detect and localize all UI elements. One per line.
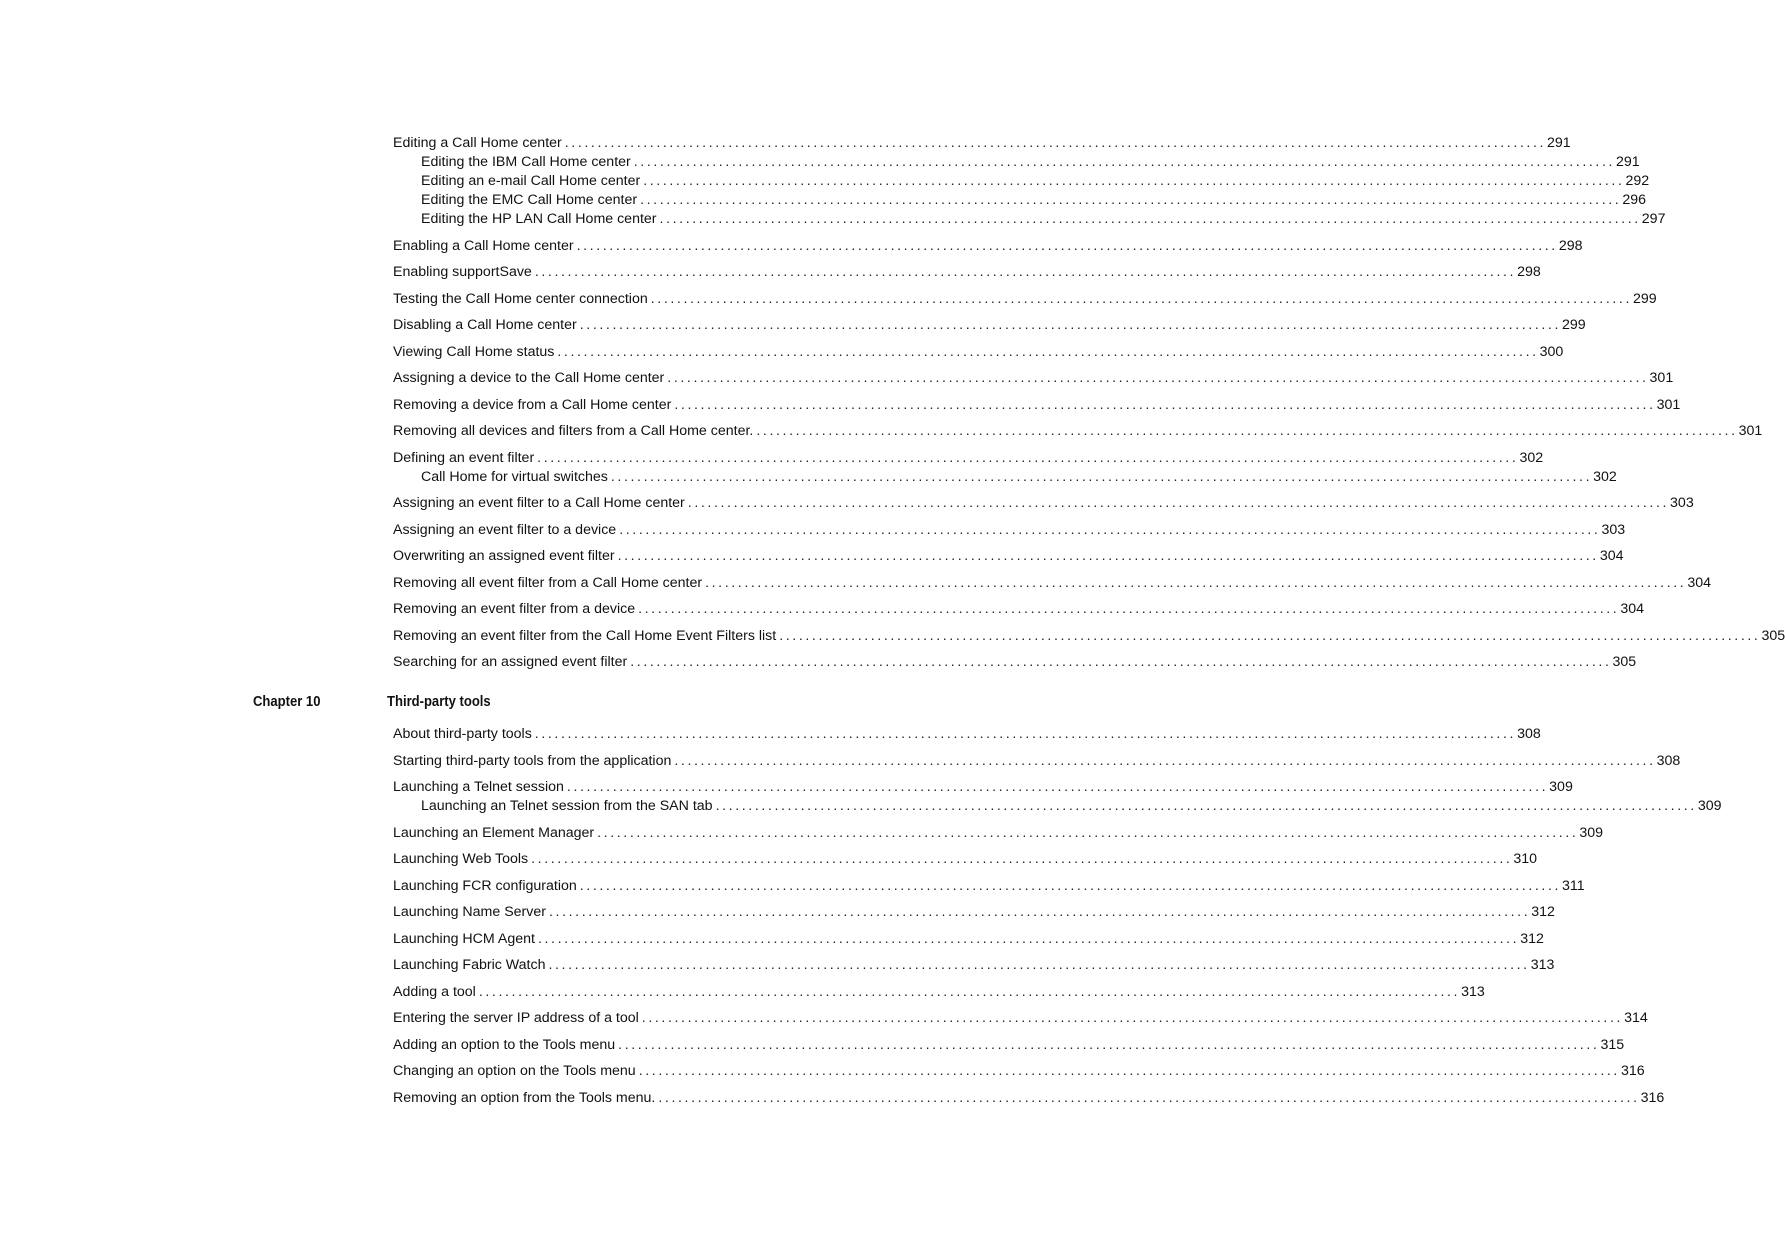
toc-entry[interactable] (393, 983, 1485, 1002)
toc-entry-title: Searching for an assigned event filter (393, 654, 628, 670)
toc-entry-page: 301 (1656, 396, 1681, 413)
toc-entry-title: About third-party tools (393, 726, 532, 742)
toc-entry[interactable] (393, 1036, 1625, 1055)
toc-dot-leader: ...................................................................................................................................................... (640, 192, 1622, 208)
toc-dot-leader: ...................................................................................................................................................... (705, 574, 1687, 591)
toc-entry-page: 316 (1640, 1089, 1665, 1106)
toc-dot-leader: ...................................................................................................................................................... (537, 449, 1519, 466)
toc-entry-page: 313 (1461, 983, 1485, 1000)
toc-dot-leader: ...................................................................................................................................................... (638, 1063, 1620, 1079)
toc-dot-leader: ...................................................................................................................................................... (566, 779, 1549, 795)
toc-dot-leader: ...................................................................................................................................................... (549, 904, 1531, 920)
toc-entry[interactable] (393, 653, 1637, 672)
toc-entry-title: Launching an Telnet session from the SAN tab (421, 798, 713, 814)
toc-entry-title: Editing the EMC Call Home center (421, 192, 638, 208)
toc-entry-title: Removing a device from a Call Home center (393, 396, 672, 413)
toc-dot-leader: ...................................................................................................................................................... (650, 290, 1632, 307)
toc-entry[interactable] (393, 396, 1681, 415)
toc-dot-leader: ...................................................................................................................................................... (715, 798, 1697, 814)
toc-entry-page: 316 (1620, 1063, 1645, 1079)
toc-entry-title: Assigning an event filter to a Call Home center (393, 495, 685, 511)
toc-entry-title: Removing all event filter from a Call Home center (393, 574, 703, 591)
toc-entry-page: 298 (1558, 237, 1583, 254)
toc-entry-title: Assigning a device to the Call Home center (393, 370, 665, 386)
chapter-title: Third-party tools (387, 694, 491, 710)
toc-entry[interactable] (393, 1009, 1648, 1028)
toc-dot-leader: ...................................................................................................................................................... (610, 468, 1593, 485)
toc-entry-title: Entering the server IP address of a tool (393, 1010, 639, 1026)
toc-dot-leader: ...................................................................................................................................................... (534, 264, 1517, 280)
toc-dot-leader: ...................................................................................................................................................... (638, 601, 1620, 617)
toc-dot-leader: ...................................................................................................................................................... (658, 1089, 1640, 1106)
toc-entry[interactable] (393, 850, 1538, 869)
toc-subentry[interactable] (393, 210, 1666, 229)
toc-entry[interactable] (393, 752, 1681, 771)
toc-entry-page: 299 (1633, 290, 1657, 307)
toc-entry[interactable] (393, 824, 1604, 843)
toc-entry[interactable] (393, 778, 1573, 797)
toc-entry-title: Launching Name Server (393, 904, 546, 920)
toc-entry-page: 296 (1622, 192, 1646, 208)
toc-entry[interactable] (393, 237, 1583, 256)
toc-entry-title: Removing an event filter from a device (393, 601, 636, 617)
toc-entry-page: 314 (1624, 1010, 1648, 1026)
toc-entry-title: Editing an e-mail Call Home center (421, 173, 641, 189)
toc-entry-page: 310 (1513, 851, 1538, 867)
toc-dot-leader: ...................................................................................................................................................... (687, 495, 1670, 511)
toc-entry[interactable] (393, 1089, 1665, 1108)
toc-entry[interactable] (393, 547, 1624, 566)
toc-entry-title: Removing an option from the Tools menu. (393, 1089, 656, 1106)
toc-entry-page: 305 (1761, 627, 1785, 644)
toc-entry-page: 291 (1547, 135, 1571, 151)
toc-entry[interactable] (393, 290, 1657, 309)
toc-dot-leader: ...................................................................................................................................................... (659, 211, 1641, 227)
toc-entry-title: Enabling a Call Home center (393, 237, 574, 254)
toc-entry[interactable] (393, 903, 1555, 922)
toc-entry-page: 292 (1625, 173, 1650, 189)
toc-entry-title: Assigning an event filter to a device (393, 521, 617, 538)
toc-entry-title: Overwriting an assigned event filter (393, 548, 615, 564)
toc-entry[interactable] (393, 725, 1541, 744)
toc-entry-page: 315 (1600, 1036, 1625, 1053)
toc-dot-leader: ...................................................................................................................................................... (548, 957, 1530, 973)
toc-entry-title: Enabling supportSave (393, 264, 532, 280)
toc-entry-page: 303 (1601, 521, 1626, 538)
chapter-label: Chapter 10 (253, 694, 321, 710)
toc-subentry[interactable] (393, 797, 1722, 816)
toc-entry-page: 309 (1579, 824, 1604, 841)
toc-entry-page: 302 (1593, 468, 1617, 485)
toc-entry-title: Changing an option on the Tools menu (393, 1063, 636, 1079)
toc-entry-page: 297 (1641, 211, 1666, 227)
toc-entry[interactable] (393, 494, 1694, 513)
toc-entry[interactable] (393, 574, 1712, 593)
toc-entry[interactable] (393, 263, 1541, 282)
toc-dot-leader: ...................................................................................................................................................... (557, 343, 1539, 360)
toc-entry-page: 312 (1531, 904, 1555, 920)
toc-entry-page: 299 (1562, 317, 1586, 333)
toc-entry-page: 304 (1687, 574, 1712, 591)
toc-entry-page: 308 (1656, 752, 1681, 769)
toc-dot-leader: ...................................................................................................................................................... (618, 1036, 1600, 1053)
toc-entry-title: Launching Web Tools (393, 851, 529, 867)
toc-entry-title: Disabling a Call Home center (393, 317, 577, 333)
toc-dot-leader: ...................................................................................................................................................... (534, 726, 1517, 742)
toc-entry[interactable] (393, 134, 1571, 153)
toc-dot-leader: ...................................................................................................................................................... (756, 423, 1738, 439)
toc-subentry[interactable] (393, 153, 1640, 172)
toc-entry-title: Editing the HP LAN Call Home center (421, 211, 657, 227)
toc-entry[interactable] (393, 343, 1564, 362)
toc-dot-leader: ...................................................................................................................................................... (579, 877, 1562, 894)
toc-subentry[interactable] (393, 191, 1646, 210)
toc-entry-title: Removing all devices and filters from a Call Home center. (393, 423, 754, 439)
toc-entry-page: 304 (1599, 548, 1624, 564)
toc-entry-page: 311 (1562, 877, 1585, 894)
toc-entry[interactable] (393, 930, 1544, 949)
toc-subentry[interactable] (393, 468, 1617, 487)
toc-dot-leader: ...................................................................................................................................................... (779, 627, 1761, 644)
toc-entry-title: Testing the Call Home center connection (393, 290, 648, 307)
toc-entry-page: 291 (1616, 154, 1640, 170)
toc-entry[interactable] (393, 1062, 1645, 1081)
toc-entry-title: Adding an option to the Tools menu (393, 1036, 616, 1053)
toc-entry-page: 303 (1670, 495, 1694, 511)
toc-section-call-home (393, 134, 1785, 672)
toc-entry-page: 309 (1697, 798, 1722, 814)
toc-dot-leader: ...................................................................................................................................................... (674, 752, 1656, 769)
toc-entry-page: 312 (1520, 930, 1544, 947)
toc-dot-leader: ...................................................................................................................................................... (597, 824, 1579, 841)
toc-entry-title: Starting third-party tools from the application (393, 752, 672, 769)
toc-entry[interactable] (393, 627, 1785, 646)
toc-entry-title: Editing a Call Home center (393, 135, 562, 151)
toc-entry-title: Launching a Telnet session (393, 779, 564, 795)
toc-entry[interactable] (393, 422, 1763, 441)
toc-dot-leader: ...................................................................................................................................................... (630, 654, 1612, 670)
toc-subentry[interactable] (393, 172, 1650, 191)
toc-entry-page: 302 (1519, 449, 1544, 466)
toc-entry[interactable] (393, 369, 1674, 388)
toc-entry-title: Editing the IBM Call Home center (421, 154, 631, 170)
toc-entry-page: 305 (1612, 654, 1637, 670)
toc-entry-title: Viewing Call Home status (393, 343, 555, 360)
toc-dot-leader: ...................................................................................................................................................... (667, 370, 1649, 386)
toc-dot-leader: ...................................................................................................................................................... (617, 548, 1599, 564)
toc-entry-page: 298 (1517, 264, 1541, 280)
toc-entry[interactable] (393, 316, 1586, 335)
toc-entry[interactable] (393, 521, 1626, 540)
toc-entry-title: Launching Fabric Watch (393, 957, 546, 973)
toc-entry[interactable] (393, 877, 1585, 896)
toc-entry-title: Launching HCM Agent (393, 930, 535, 947)
toc-dot-leader: ...................................................................................................................................................... (531, 851, 1513, 867)
toc-dot-leader: ...................................................................................................................................................... (619, 521, 1601, 538)
toc-section-third-party-tools (393, 725, 1722, 1108)
toc-dot-leader: ...................................................................................................................................................... (579, 317, 1561, 333)
toc-entry-title: Call Home for virtual switches (421, 468, 608, 485)
toc-dot-leader: ...................................................................................................................................................... (576, 237, 1558, 254)
toc-entry[interactable] (393, 600, 1645, 619)
toc-entry[interactable] (393, 449, 1544, 468)
toc-entry-title: Launching FCR configuration (393, 877, 577, 894)
toc-entry-page: 304 (1620, 601, 1645, 617)
toc-dot-leader: ...................................................................................................................................................... (537, 930, 1520, 947)
toc-entry-title: Defining an event filter (393, 449, 535, 466)
toc-entry-page: 309 (1549, 779, 1573, 795)
toc-dot-leader: ...................................................................................................................................................... (643, 173, 1625, 189)
toc-entry[interactable] (393, 956, 1555, 975)
toc-dot-leader: ...................................................................................................................................................... (633, 154, 1616, 170)
toc-entry-page: 308 (1517, 726, 1541, 742)
toc-dot-leader: ...................................................................................................................................................... (478, 983, 1461, 1000)
toc-entry-page: 301 (1649, 370, 1674, 386)
toc-dot-leader: ...................................................................................................................................................... (674, 396, 1656, 413)
toc-dot-leader: ...................................................................................................................................................... (641, 1010, 1624, 1026)
toc-entry-page: 301 (1738, 423, 1763, 439)
toc-dot-leader: ...................................................................................................................................................... (564, 135, 1547, 151)
toc-entry-page: 313 (1530, 957, 1555, 973)
toc-entry-page: 300 (1539, 343, 1564, 360)
toc-entry-title: Removing an event filter from the Call Home Event Filters list (393, 627, 777, 644)
toc-entry-title: Launching an Element Manager (393, 824, 595, 841)
toc-entry-title: Adding a tool (393, 983, 476, 1000)
